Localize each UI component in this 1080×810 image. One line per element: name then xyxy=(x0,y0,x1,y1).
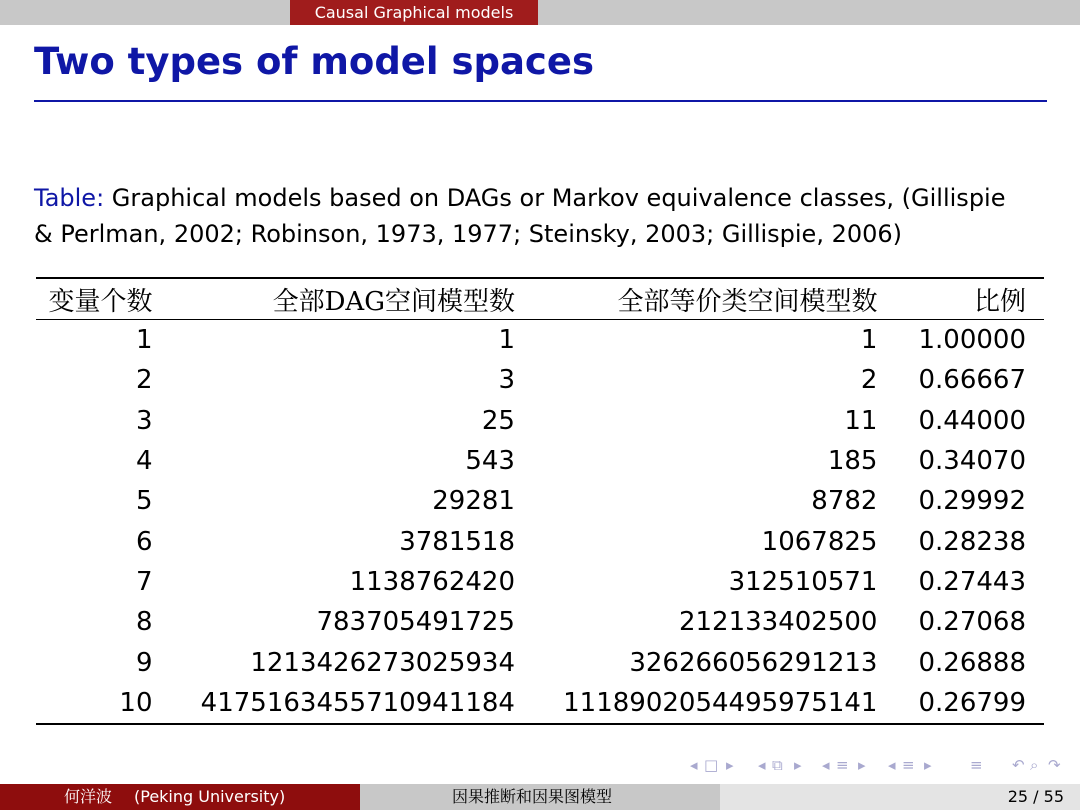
table-row xyxy=(36,642,1044,682)
header-num-vars: 变量个数 xyxy=(48,286,153,317)
footer-page-number: 25 / 55 xyxy=(1007,787,1064,806)
table-cell: 312510571 xyxy=(728,566,878,597)
footer-course: 因果推断和因果图模型 xyxy=(452,787,613,806)
table-cell: 5 xyxy=(135,486,153,517)
table-row xyxy=(36,562,1044,602)
nav-prev-doc-icon[interactable]: ◂ xyxy=(888,756,896,774)
footer-course-box xyxy=(360,784,720,810)
table-cell: 11 xyxy=(844,405,878,436)
table-cell: 3781518 xyxy=(399,526,515,557)
footer-author-box xyxy=(0,784,360,810)
table-cell: 8782 xyxy=(811,486,878,517)
table-cell: 6 xyxy=(135,526,153,557)
table-cell: 0.27443 xyxy=(918,566,1026,597)
table-row xyxy=(36,401,1044,441)
nav-prev-section-icon[interactable]: ◂ xyxy=(822,756,830,774)
table-cell: 326266056291213 xyxy=(629,647,878,678)
table-cell: 185 xyxy=(827,446,878,477)
section-title: Causal Graphical models xyxy=(290,0,538,25)
header-ratio: 比例 xyxy=(973,286,1026,317)
data-table xyxy=(36,277,1044,725)
nav-prev-frame-icon[interactable]: ◂ xyxy=(690,756,698,774)
table-cell: 1 xyxy=(498,325,515,356)
table-cell: 0.29992 xyxy=(918,486,1026,517)
table-cell: 3 xyxy=(498,365,515,396)
caption-label: Table: xyxy=(34,184,105,212)
footer-page-box xyxy=(720,784,1080,810)
table-cell: 0.34070 xyxy=(918,446,1026,477)
table-cell: 783705491725 xyxy=(316,607,515,638)
table-cell: 1.00000 xyxy=(918,325,1026,356)
header-dag-count: 全部DAG空间模型数 xyxy=(272,286,515,317)
footer-affiliation: (Peking University) xyxy=(134,787,286,806)
caption-line-1 xyxy=(34,180,1044,216)
table-cell: 1 xyxy=(135,325,153,356)
table-cell: 1 xyxy=(860,325,878,356)
title-rule xyxy=(34,100,1047,102)
beamer-navigation xyxy=(690,756,1070,780)
table-header-row xyxy=(36,278,1044,320)
table-cell: 212133402500 xyxy=(678,607,878,638)
nav-next-doc-icon[interactable]: ▸ xyxy=(924,756,932,774)
table-row xyxy=(36,481,1044,521)
table-cell: 0.44000 xyxy=(918,405,1026,436)
nav-section-icon[interactable]: ≡ xyxy=(836,756,849,774)
table-cell: 2 xyxy=(135,365,153,396)
table-cell: 0.26799 xyxy=(918,687,1026,718)
nav-prev-subsection-icon[interactable]: ◂ xyxy=(758,756,766,774)
table-cell: 25 xyxy=(481,405,515,436)
nav-search-icon[interactable]: ⌕ xyxy=(1030,756,1039,774)
header-bar xyxy=(0,0,1080,25)
table-row xyxy=(36,602,1044,642)
footer-bar xyxy=(0,784,1080,810)
frame-title: Two types of model spaces xyxy=(34,40,594,83)
nav-next-subsection-icon[interactable]: ▸ xyxy=(794,756,802,774)
table-cell: 9 xyxy=(135,647,153,678)
table-row xyxy=(36,360,1044,400)
table-row xyxy=(36,320,1044,361)
nav-next-frame-icon[interactable]: ▸ xyxy=(726,756,734,774)
table-cell: 1118902054495975141 xyxy=(563,687,878,718)
footer-author: 何洋波 xyxy=(64,787,113,806)
table-cell: 29281 xyxy=(432,486,515,517)
table-row xyxy=(36,683,1044,724)
table-row xyxy=(36,521,1044,561)
nav-next-section-icon[interactable]: ▸ xyxy=(858,756,866,774)
nav-back-icon[interactable]: ↶ xyxy=(1012,756,1025,774)
caption-line-2: & Perlman, 2002; Robinson, 1973, 1977; Steinsky, 2003; Gillispie, 2006) xyxy=(34,220,903,248)
table-cell: 7 xyxy=(135,566,153,597)
table-cell: 0.28238 xyxy=(918,526,1026,557)
nav-forward-icon[interactable]: ↷ xyxy=(1048,756,1061,774)
table-cell: 0.66667 xyxy=(918,365,1026,396)
table-cell: 2 xyxy=(860,365,878,396)
table-cell: 1138762420 xyxy=(349,566,515,597)
table-cell: 0.26888 xyxy=(918,647,1026,678)
table-cell: 1067825 xyxy=(761,526,878,557)
table-cell: 4 xyxy=(135,446,153,477)
table-row xyxy=(36,441,1044,481)
table-caption xyxy=(34,180,1044,252)
table-cell: 3 xyxy=(135,405,153,436)
table-cell: 543 xyxy=(465,446,515,477)
nav-subsection-icon[interactable]: ⧉ xyxy=(772,756,783,774)
header-class-count: 全部等价类空间模型数 xyxy=(617,286,878,317)
nav-frame-icon[interactable]: □ xyxy=(704,756,719,774)
table-cell: 4175163455710941184 xyxy=(200,687,515,718)
nav-outline-icon[interactable]: ≡ xyxy=(970,756,983,774)
table-cell: 10 xyxy=(119,687,153,718)
table-cell: 1213426273025934 xyxy=(250,647,515,678)
table-cell: 8 xyxy=(135,607,153,638)
table-cell: 0.27068 xyxy=(918,607,1026,638)
caption-text-1: Graphical models based on DAGs or Markov equivalence classes, (Gillispie xyxy=(111,184,1006,212)
nav-doc-icon[interactable]: ≡ xyxy=(902,756,915,774)
